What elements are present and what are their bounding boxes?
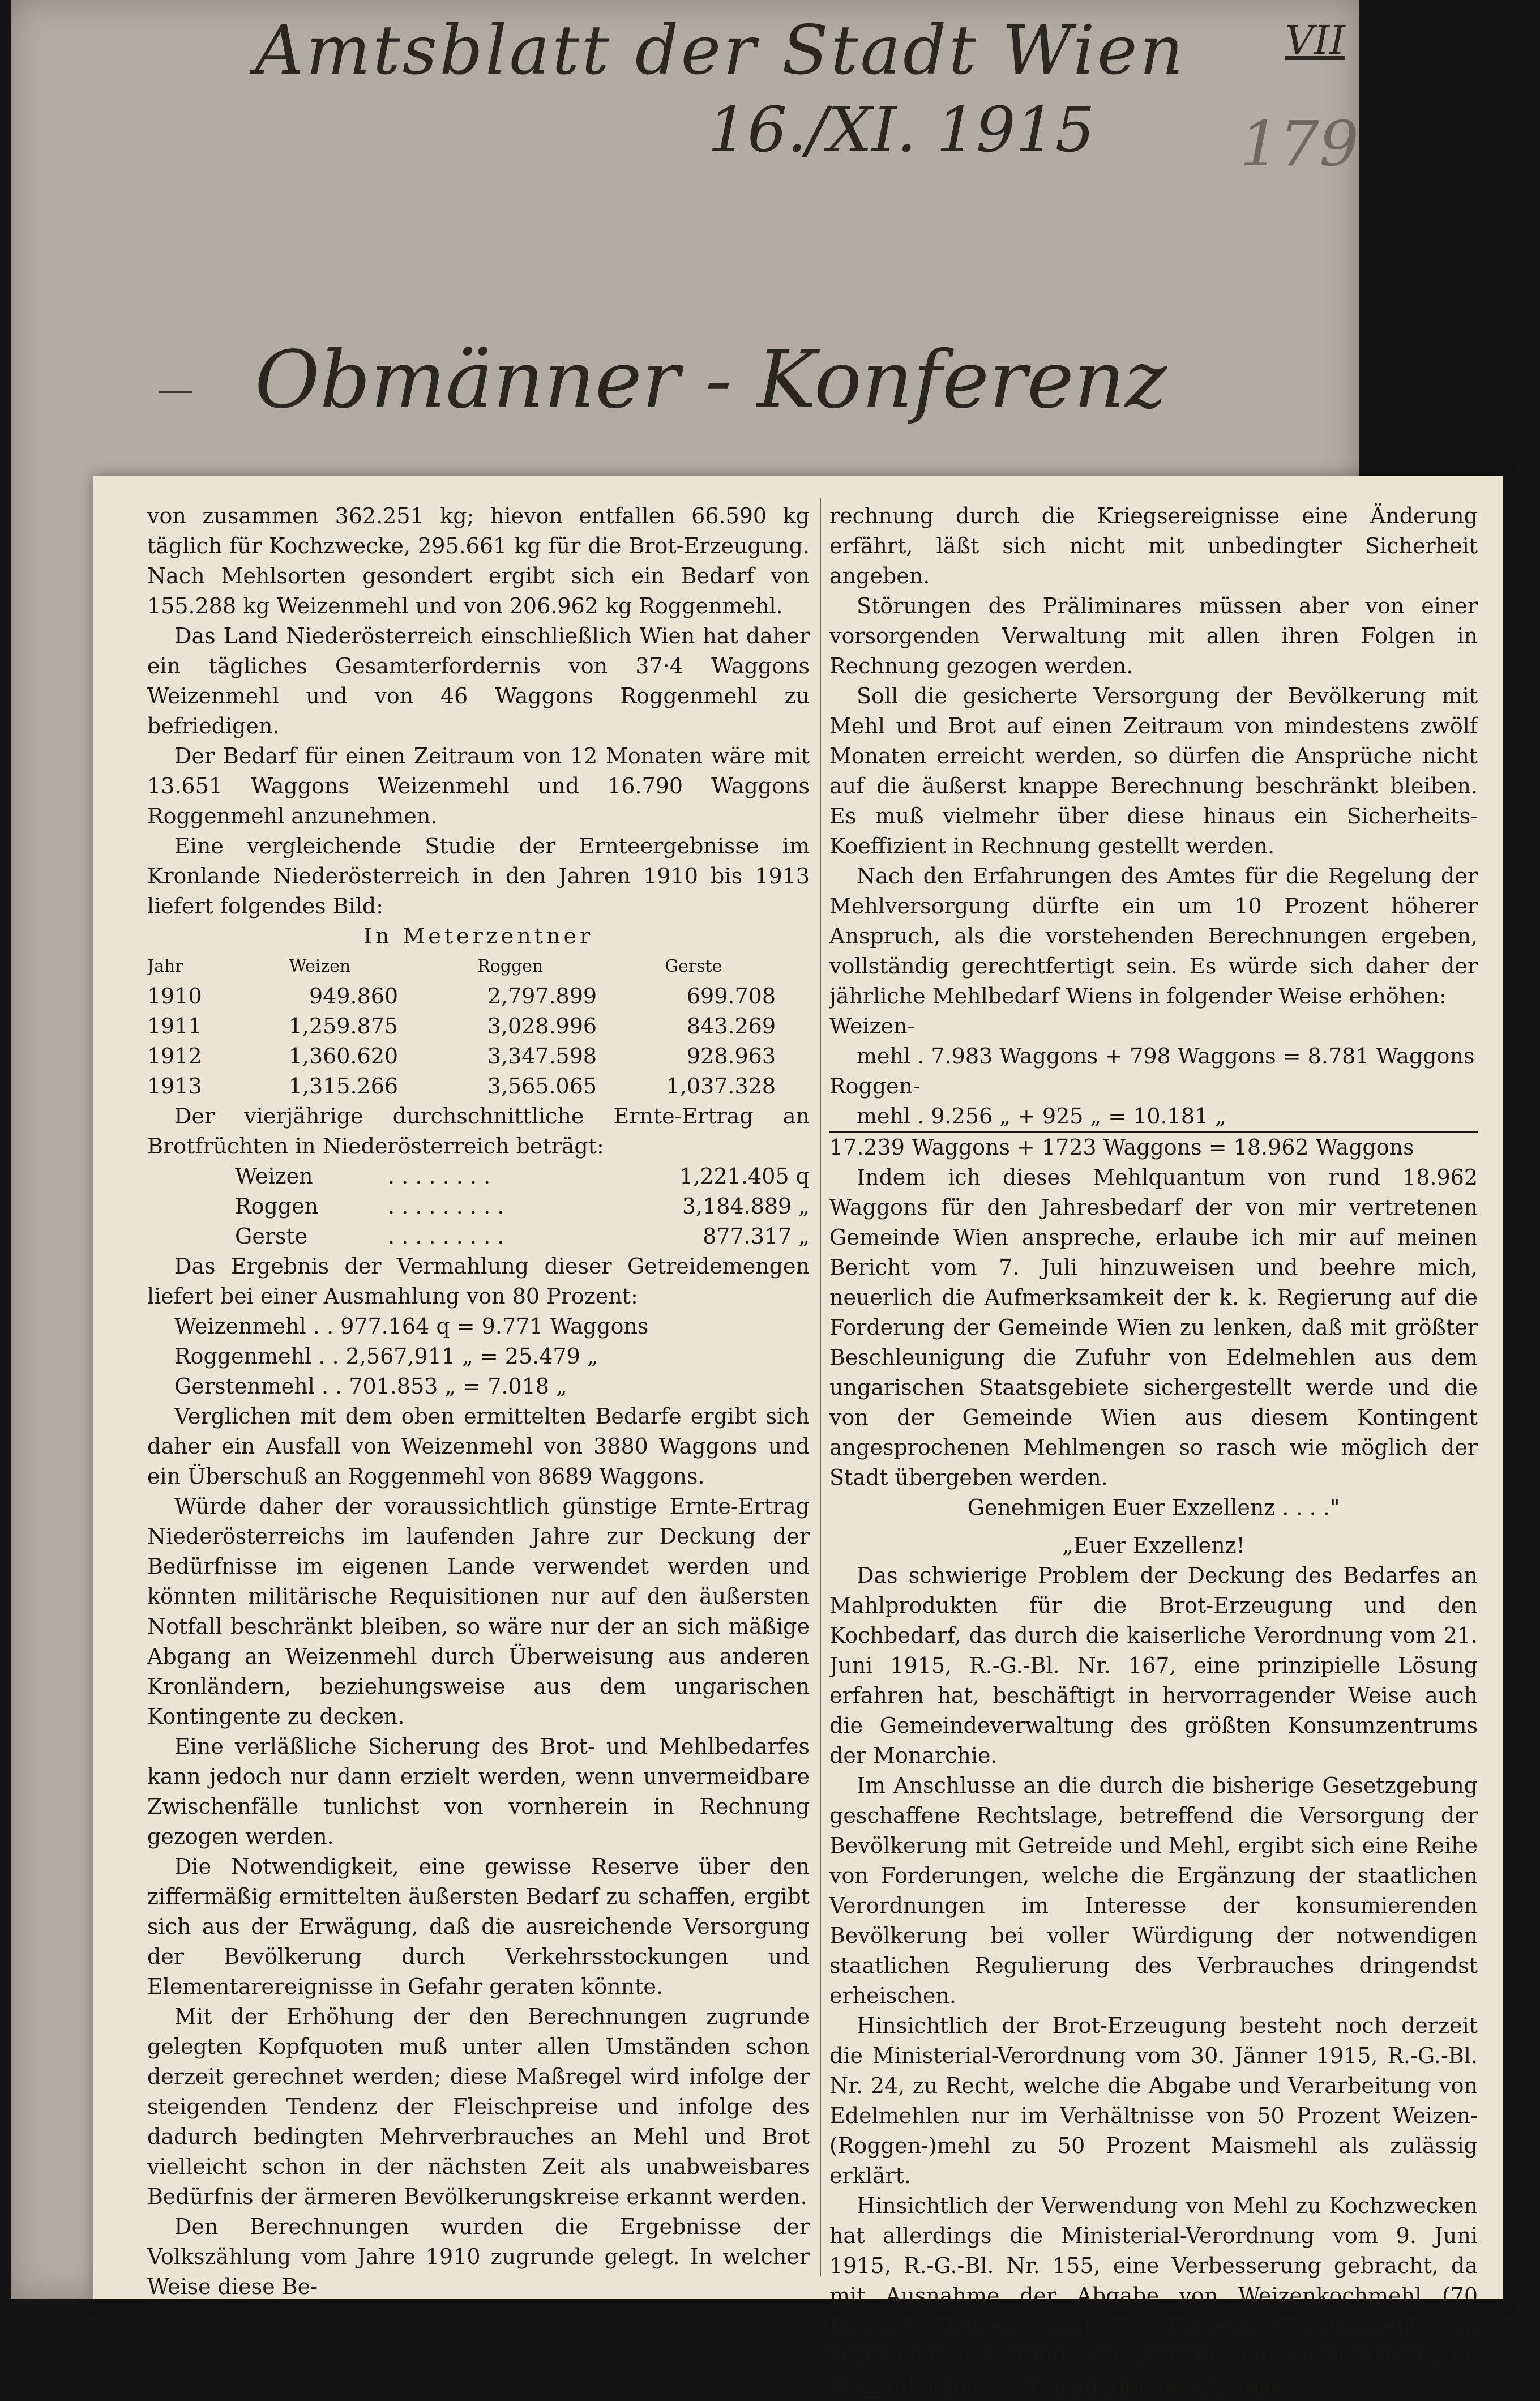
table-cell: 928.963 bbox=[686, 1044, 776, 1069]
table-cell: 3,565.065 bbox=[487, 1074, 597, 1099]
column-divider bbox=[820, 498, 821, 2276]
table-header: Weizen bbox=[289, 956, 351, 976]
table-cell: 1,360.620 bbox=[288, 1044, 399, 1069]
handwritten-date: 16./XI. 1915 bbox=[708, 93, 1095, 166]
paragraph: Mit der Erhöhung der den Berechnungen zugrunde gelegten Kopfquoten muß unter allen Umständen schon derzeit gerechnet werden; diese Maßregel wird infolge der steigenden Tendenz der Fleischpreise und infolge des dadurch bedingten Mehrverbrauches an Mehl und Brot vielleicht schon in der nächsten Zeit als unabweisbares Bedürfnis der ärmeren Bevölkerungskreise erkannt werden. bbox=[147, 2004, 810, 2209]
paragraph: Hinsichtlich der Verwendung von Mehl zu Kochzwecken hat allerdings die Ministerial-Verordnung vom 9. Juni 1915, R.-G.-Bl. Nr. 155, eine Verbesserung gebracht, da mit Ausnahme der Abgabe von Weizenkochmehl (70 Prozent Weizen- und 30 Prozent Gerstenmehl) im vermischten Zustande die Abgabe von Weizenbackmehl, Weizenkochmehl, Weizengleichmehl und bbox=[829, 2193, 1478, 2398]
leader-dots: . . . . . . . . . bbox=[388, 1194, 504, 1219]
paragraph: Das schwierige Problem der Deckung des Bedarfes an Mahlprodukten für die Brot-Erzeugung und den Kochbedarf, das durch die kaiserliche Verordnung vom 21. Juni 1915, R.-G.-Bl. Nr. 167, eine prinzipielle Lösung erfahren hat, beschäftigt in hervorragender Weise auch die Gemeindeverwaltung des größten Konsumzentrums der Monarchie. bbox=[829, 1563, 1478, 1768]
calc-row-weizen: mehl . 7.983 Waggons + 798 Waggons = 8.781 Waggons bbox=[857, 1044, 1475, 1069]
dash-mark bbox=[159, 391, 192, 393]
paragraph: Nach den Erfahrungen des Amtes für die Regelung der Mehlversorgung dürfte ein um 10 Prozent höherer Anspruch, als die vorstehenden Berechnungen ergeben, vollständig gerechtfertigt sein. Es würde sich daher der jährliche Mehlbedarf Wiens in folgender Weise erhöhen: bbox=[829, 864, 1478, 1009]
table-cell: 1,315.266 bbox=[288, 1074, 399, 1099]
paragraph: von zusammen 362.251 kg; hievon entfallen 66.590 kg täglich für Kochzwecke, 295.661 kg für die Brot-Erzeugung. Nach Mehlsorten gesondert ergibt sich ein Bedarf von 155.288 kg Weizenmehl und von 206.962 kg Roggenmehl. bbox=[147, 503, 810, 618]
handwritten-subject: Obmänner - Konferenz bbox=[255, 334, 1167, 426]
grain-value: 3,184.889 „ bbox=[682, 1194, 810, 1219]
paragraph: Verglichen mit dem oben ermittelten Bedarfe ergibt sich daher ein Ausfall von Weizenmehl von 3880 Waggons und ein Überschuß an Roggenmehl von 8689 Waggons. bbox=[147, 1404, 810, 1489]
milling-row: Roggenmehl . . 2,567,911 „ = 25.479 „ bbox=[174, 1344, 598, 1369]
sheet-marker: VII bbox=[1285, 17, 1345, 63]
newspaper-clipping bbox=[93, 476, 1503, 2398]
table-cell: 1,037.328 bbox=[666, 1074, 776, 1099]
paragraph: Würde daher der voraussichtlich günstige Ernte-Ertrag Niederösterreichs im laufenden Jahre zur Deckung der Bedürfnisse im eigenen Lande verwendet werden und könnten militärische Requisitionen nur auf den äußersten Notfall beschränkt bleiben, so wäre nur der an sich mäßige Abgang an Weizenmehl durch Überweisung aus anderen Kronländern, beziehungsweise aus dem ungarischen Kontingente zu decken. bbox=[147, 1494, 810, 1729]
grain-label: Weizen bbox=[235, 1164, 313, 1189]
table-cell: 3,028.996 bbox=[487, 1014, 597, 1039]
table-cell: 1911 bbox=[147, 1014, 202, 1039]
leader-dots: . . . . . . . . . bbox=[388, 1224, 504, 1249]
paragraph: Die Notwendigkeit, eine gewisse Reserve über den ziffermäßig ermittelten äußersten Bedarf zu schaffen, ergibt sich aus der Erwägung, daß die ausreichende Versorgung der Bevölkerung durch Verkehrsstockungen und Elementarereignisse in Gefahr geraten könnte. bbox=[147, 1854, 810, 1999]
handwritten-title: Amtsblatt der Stadt Wien bbox=[255, 11, 1186, 90]
table-cell: 699.708 bbox=[686, 984, 776, 1009]
paragraph: Eine vergleichende Studie der Ernteergebnisse im Kronlande Niederösterreich in den Jahren 1910 bis 1913 liefert folgendes Bild: bbox=[147, 834, 810, 918]
paragraph: Eine verläßliche Sicherung des Brot- und Mehlbedarfes kann jedoch nur dann erzielt werden, wenn unvermeidbare Zwischenfälle tunlichst von vornherein in Rechnung gezogen werden. bbox=[147, 1734, 810, 1849]
paragraph: Das Ergebnis der Vermahlung dieser Getreidemengen liefert bei einer Ausmahlung von 80 Prozent: bbox=[147, 1254, 810, 1309]
yield-row bbox=[147, 1221, 810, 1251]
milling-row: Weizenmehl . . 977.164 q = 9.771 Waggons bbox=[174, 1314, 649, 1339]
yield-row bbox=[147, 1191, 810, 1221]
right-column bbox=[829, 501, 1478, 2401]
paragraph: Indem ich dieses Mehlquantum von rund 18.962 Waggons für den Jahresbedarf der von mir vertretenen Gemeinde Wien anspreche, erlaube ich mir auf meinen Bericht vom 7. Juli hinzuweisen und beehre mich, neuerlich die Aufmerksamkeit der k. k. Regierung auf die Forderung der Gemeinde Wien zu lenken, daß mit größter Beschleunigung die Zufuhr von Edelmehlen aus dem ungarischen Staatsgebiete sichergestellt werde und die von der Gemeinde Wien aus diesem Kontingent angesprochenen Mehlmengen so rasch wie möglich der Stadt übergeben werden. bbox=[829, 1165, 1478, 1490]
yield-row bbox=[147, 1161, 810, 1191]
paragraph: Das Land Niederösterreich einschließlich Wien hat daher ein tägliches Gesamterfordernis von 37·4 Waggons Weizenmehl und von 46 Waggons Roggenmehl zu befriedigen. bbox=[147, 623, 810, 738]
grain-label: Roggen bbox=[235, 1194, 319, 1219]
table-header: Roggen bbox=[477, 956, 544, 976]
table-cell: 1912 bbox=[147, 1044, 202, 1069]
table-row bbox=[147, 981, 810, 1011]
table-cell: 949.860 bbox=[309, 984, 399, 1009]
table-header: Gerste bbox=[665, 956, 722, 976]
leader-dots: . . . . . . . . bbox=[388, 1164, 491, 1189]
grain-label: Gerste bbox=[235, 1224, 308, 1249]
calc-label: Weizen- bbox=[829, 1014, 915, 1039]
left-column bbox=[147, 501, 810, 2302]
table-cell: 1913 bbox=[147, 1074, 202, 1099]
paragraph: Hinsichtlich der Brot-Erzeugung besteht noch derzeit die Ministerial-Verordnung vom 30. Jänner 1915, R.-G.-Bl. Nr. 24, zu Recht, welche die Abgabe und Verarbeitung von Edelmehlen nur im Verhältnisse von 50 Prozent Weizen-(Roggen-)mehl zu 50 Prozent Maismehl als zulässig erklärt. bbox=[829, 2013, 1478, 2188]
grain-value: 1,221.405 q bbox=[679, 1164, 810, 1189]
table-row bbox=[147, 1011, 810, 1041]
calc-label: Roggen- bbox=[829, 1074, 920, 1099]
table-row bbox=[147, 1071, 810, 1101]
table-cell: 843.269 bbox=[686, 1014, 776, 1039]
milling-row: Gerstenmehl . . 701.853 „ = 7.018 „ bbox=[174, 1374, 567, 1399]
paragraph: Den Berechnungen wurden die Ergebnisse der Volkszählung vom Jahre 1910 zugrunde gelegt. In welcher Weise diese Be- bbox=[147, 2214, 810, 2299]
calc-sum: 17.239 Waggons + 1723 Waggons = 18.962 Waggons bbox=[829, 1131, 1478, 1163]
paragraph: Störungen des Präliminares müssen aber von einer vorsorgenden Verwaltung mit allen ihren Folgen in Rechnung gezogen werden. bbox=[829, 593, 1478, 678]
harvest-table bbox=[147, 951, 810, 1101]
salutation: „Euer Exzellenz! bbox=[1062, 1533, 1245, 1558]
folio-number: 179 bbox=[1240, 108, 1359, 180]
paragraph: Der vierjährige durchschnittliche Ernte-Ertrag an Brotfrüchten in Niederösterreich beträgt: bbox=[147, 1104, 810, 1159]
table-cell: 1,259.875 bbox=[288, 1014, 399, 1039]
table-cell: 2,797.899 bbox=[487, 984, 597, 1009]
table-cell: 3,347.598 bbox=[487, 1044, 597, 1069]
table-cell: 1910 bbox=[147, 984, 202, 1009]
paragraph: Soll die gesicherte Versorgung der Bevölkerung mit Mehl und Brot auf einen Zeitraum von mindestens zwölf Monaten erreicht werden, so dürfen die Ansprüche nicht auf die äußerst knappe Berechnung beschränkt bleiben. Es muß vielmehr über diese hinaus ein Sicherheits-Koeffizient in Rechnung gestellt werden. bbox=[829, 683, 1478, 858]
paragraph: rechnung durch die Kriegsereignisse eine Änderung erfährt, läßt sich nicht mit unbedingter Sicherheit angeben. bbox=[829, 503, 1478, 588]
table-row bbox=[147, 1041, 810, 1071]
calc-row-roggen: mehl . 9.256 „ + 925 „ = 10.181 „ bbox=[857, 1104, 1226, 1129]
paragraph: Im Anschlusse an die durch die bisherige Gesetzgebung geschaffene Rechtslage, betreffend die Versorgung der Bevölkerung mit Getreide und Mehl, ergibt sich eine Reihe von Forderungen, welche die Ergänzung der staatlichen Verordnungen im Interesse der konsumierenden Bevölkerung bei voller Würdigung der notwendigen staatlichen Regulierung des Verbrauches dringendst erheischen. bbox=[829, 1773, 1478, 2008]
closing-formula: Genehmigen Euer Exzellenz . . . ." bbox=[967, 1495, 1340, 1520]
table-caption: In Meterzentner bbox=[363, 924, 594, 949]
paragraph: Der Bedarf für einen Zeitraum von 12 Monaten wäre mit 13.651 Waggons Weizenmehl und 16.790 Waggons Roggenmehl anzunehmen. bbox=[147, 744, 810, 828]
table-header: Jahr bbox=[147, 956, 183, 976]
grain-value: 877.317 „ bbox=[703, 1224, 810, 1249]
